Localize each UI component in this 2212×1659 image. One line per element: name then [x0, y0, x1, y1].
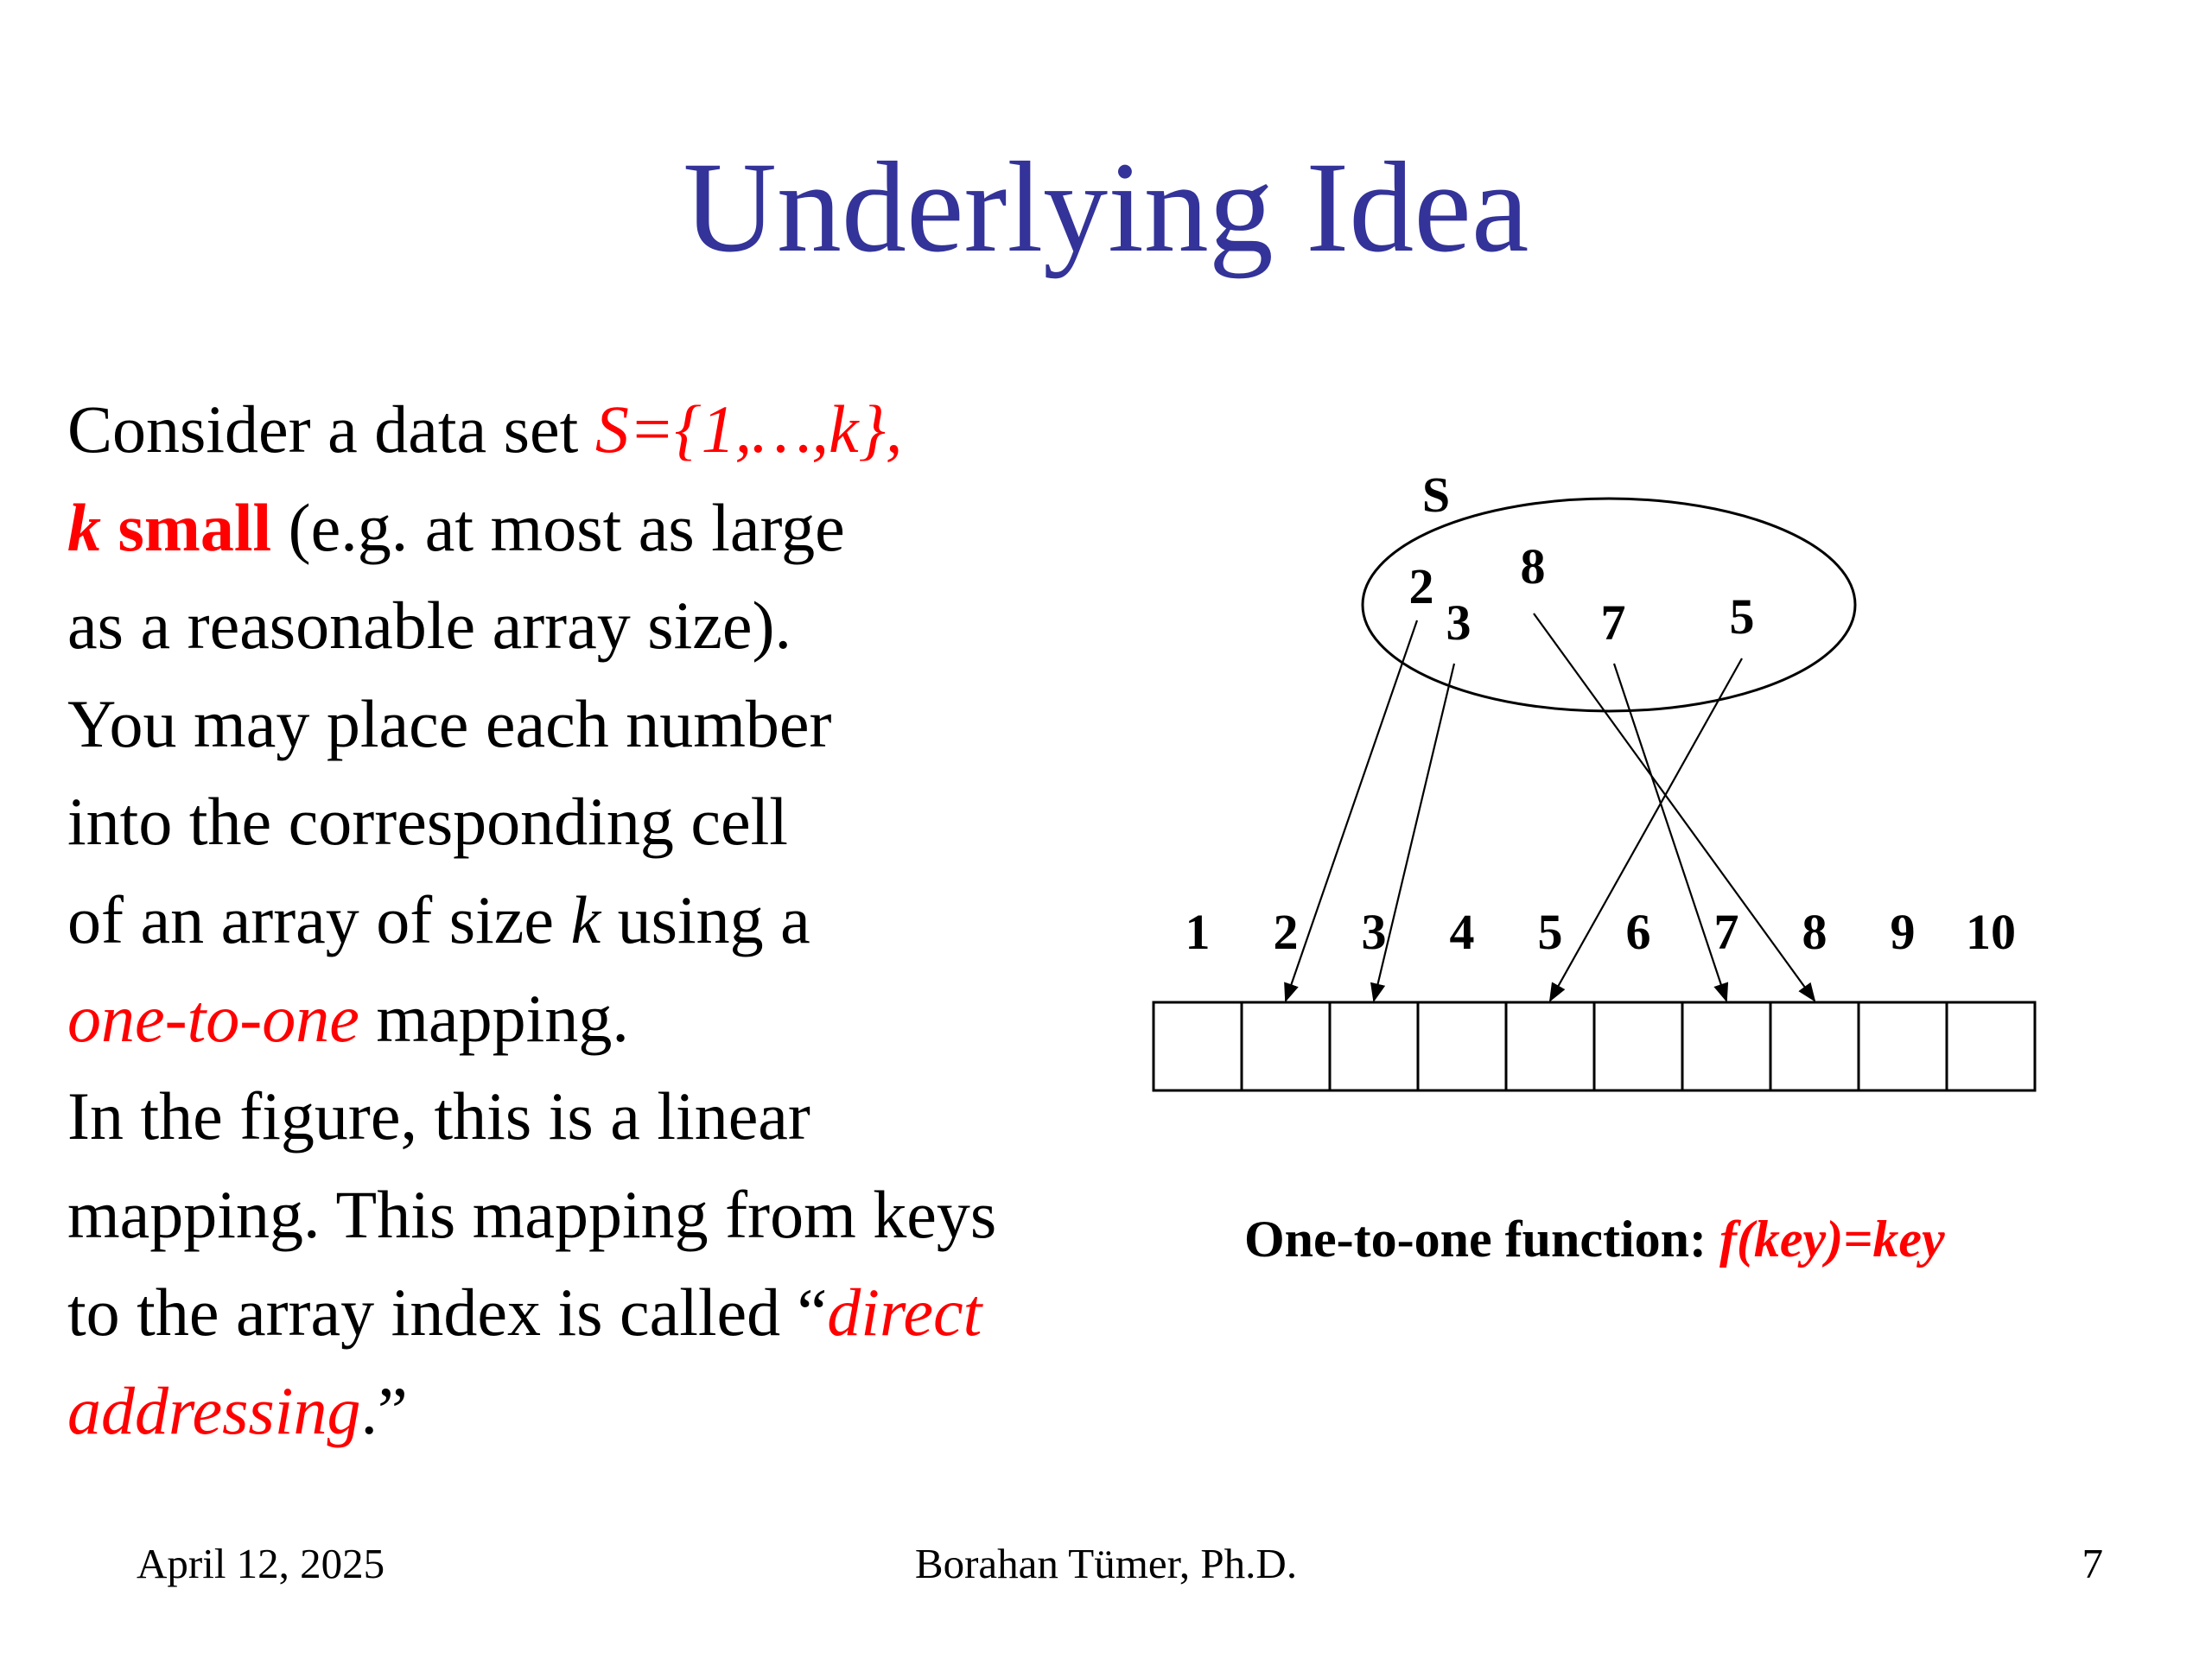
- footer-date: April 12, 2025: [137, 1540, 385, 1587]
- k-variable: k: [67, 489, 101, 565]
- footer-author: Borahan Tümer, Ph.D.: [914, 1540, 1298, 1587]
- body-text-span: mapping.: [359, 980, 629, 1056]
- array-cell: [1947, 1002, 2035, 1090]
- array-index-label: 1: [1185, 904, 1211, 960]
- array-cell: [1594, 1002, 1682, 1090]
- function-caption: [1244, 1210, 1945, 1269]
- one-to-one-term: one-to-one: [67, 980, 359, 1056]
- array-cell: [1506, 1002, 1594, 1090]
- addressing-term: addressing: [67, 1372, 361, 1448]
- caption-label: One-to-one function:: [1244, 1211, 1719, 1268]
- set-element: 3: [1446, 594, 1471, 651]
- caption-function: f(key)=key: [1719, 1211, 1945, 1268]
- array-cells: [1154, 1002, 2035, 1090]
- body-line-8: In the figure, this is a linear: [67, 1078, 810, 1154]
- array-cell: [1330, 1002, 1418, 1090]
- mapping-arrow: [1534, 613, 1815, 1001]
- array-cell: [1770, 1002, 1859, 1090]
- body-text-span: to the array index is called “: [67, 1274, 828, 1351]
- array-cell: [1418, 1002, 1506, 1090]
- array-cell: [1859, 1002, 1947, 1090]
- k-variable: k: [570, 881, 601, 957]
- array-index-label: 2: [1273, 904, 1299, 960]
- array-cell: [1242, 1002, 1330, 1090]
- set-element: 8: [1520, 538, 1546, 594]
- footer-page-number: 7: [2082, 1540, 2103, 1587]
- set-element: 7: [1600, 594, 1626, 651]
- set-element: 2: [1408, 558, 1434, 614]
- body-text-span: of an array of size: [67, 881, 571, 957]
- set-definition: S={1,…,k},: [594, 391, 903, 467]
- body-text-span: using a: [601, 881, 810, 957]
- body-text-span: .”: [360, 1372, 408, 1448]
- array-index-label: 3: [1361, 904, 1387, 960]
- array-index-label: 6: [1625, 904, 1651, 960]
- small-emphasis: small: [101, 489, 272, 565]
- slide-title: Underlying Idea: [683, 136, 1529, 279]
- set-elements: [1409, 538, 1755, 651]
- body-line-9: mapping. This mapping from keys: [67, 1176, 997, 1252]
- body-line-4: You may place each number: [67, 685, 832, 761]
- body-line-5: into the corresponding cell: [67, 784, 788, 860]
- array-index-label: 5: [1537, 904, 1563, 960]
- array-index-label: 4: [1449, 904, 1475, 960]
- body-line-3: as a reasonable array size).: [67, 588, 792, 664]
- set-label: S: [1421, 467, 1451, 523]
- array-cell: [1154, 1002, 1242, 1090]
- array-index-label: 9: [1890, 904, 1916, 960]
- mapping-arrow: [1286, 620, 1417, 1001]
- body-text-span: Consider a data set: [67, 391, 595, 467]
- body-text-span: (e.g. at most as large: [271, 489, 845, 565]
- array-index-label: 7: [1713, 904, 1739, 960]
- array-index-label: 8: [1802, 904, 1827, 960]
- direct-term: direct: [827, 1274, 982, 1351]
- array-index-label: 10: [1966, 904, 2016, 960]
- set-element: 5: [1729, 588, 1755, 645]
- array-cell: [1682, 1002, 1770, 1090]
